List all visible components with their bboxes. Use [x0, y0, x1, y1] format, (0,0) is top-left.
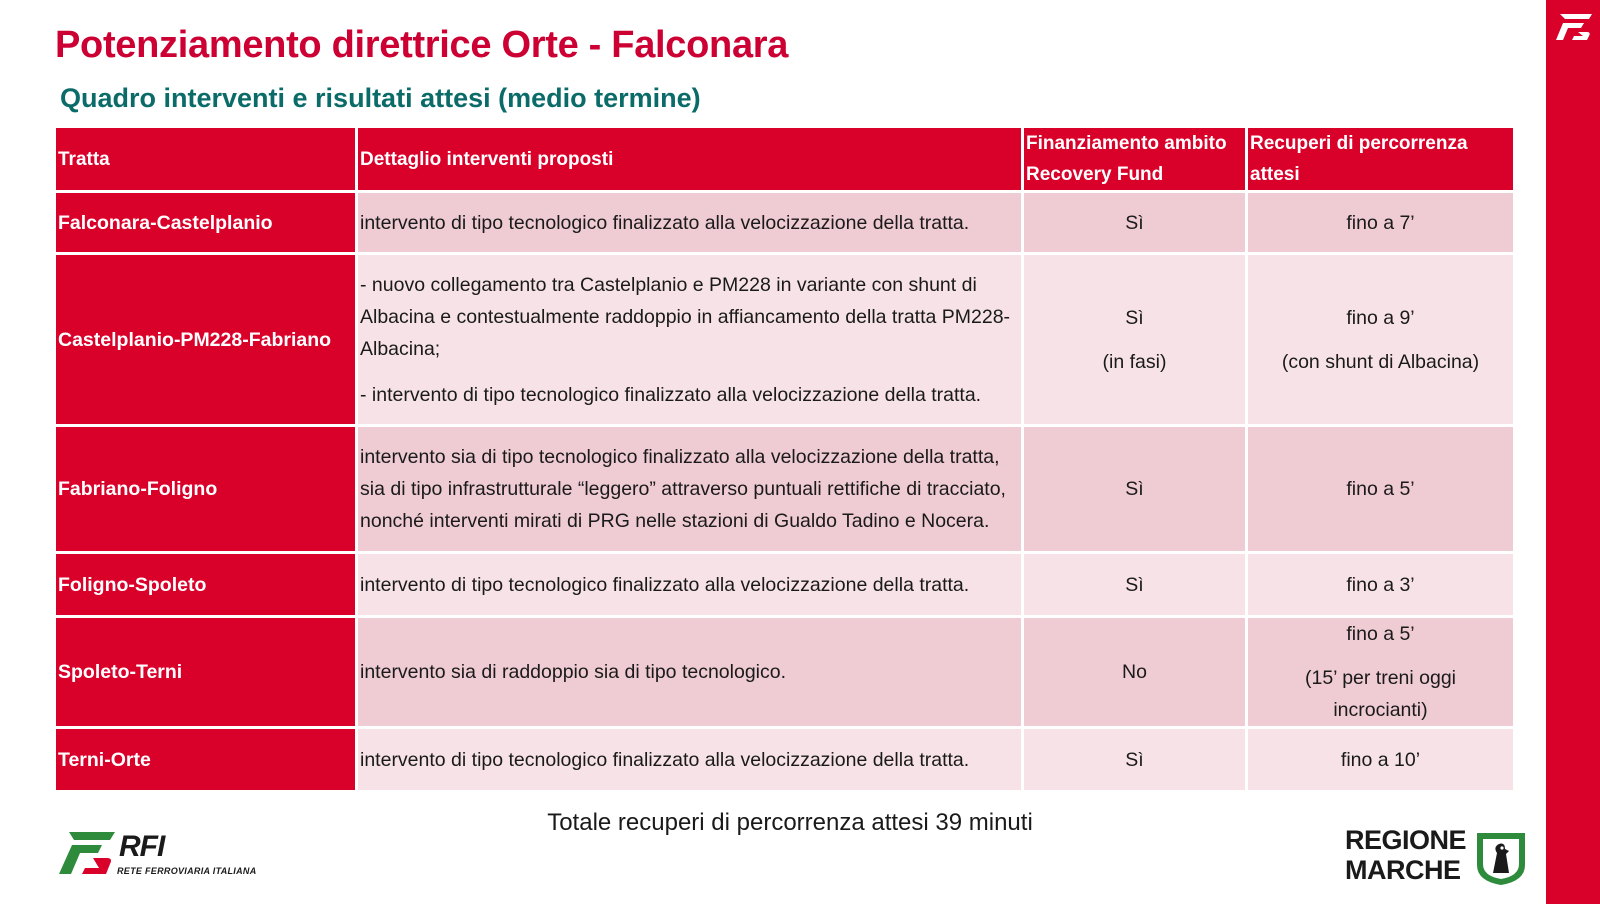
- finanziamento-text: No: [1122, 661, 1147, 683]
- finanziamento-text: Sì: [1125, 748, 1144, 771]
- finanziamento-cell: [1023, 728, 1247, 792]
- recuperi-text: fino a 3’: [1346, 573, 1415, 596]
- finanziamento-text: Sì: [1125, 211, 1144, 234]
- table-header-row: [55, 127, 1515, 192]
- rfi-subtitle: RETE FERROVIARIA ITALIANA: [117, 866, 257, 876]
- header-tratta: Tratta: [55, 127, 357, 192]
- dettaglio-cell: [357, 617, 1023, 728]
- recuperi-cell: [1247, 617, 1515, 728]
- tratta-cell: Castelplanio-PM228-Fabriano: [55, 254, 357, 426]
- recuperi-text: fino a 7’: [1346, 211, 1415, 234]
- dettaglio-text: - nuovo collegamento tra Castelplanio e PM228 in variante con shunt di Albacina e contestualmente raddoppio in affiancamento della tratta PM228-Albacina;: [360, 273, 1011, 360]
- header-dettaglio: Dettaglio interventi proposti: [357, 127, 1023, 192]
- recuperi-note: (15’ per treni oggi incrocianti): [1304, 667, 1457, 721]
- dettaglio-cell: [357, 426, 1023, 553]
- dettaglio-text: intervento di tipo tecnologico finalizzato alla velocizzazione della tratta.: [360, 748, 970, 771]
- recuperi-cell: [1247, 254, 1515, 426]
- table-row: [55, 617, 1515, 728]
- recuperi-text: fino a 10’: [1340, 748, 1421, 771]
- total-recovery-text: Totale recuperi di percorrenza attesi 39 minuti: [547, 809, 1033, 836]
- tratta-cell: Fabriano-Foligno: [55, 426, 357, 553]
- finanziamento-cell: [1023, 617, 1247, 728]
- table-row: [55, 254, 1515, 426]
- finanziamento-cell: [1023, 254, 1247, 426]
- table-row: [55, 192, 1515, 254]
- recuperi-cell: [1247, 192, 1515, 254]
- finanziamento-text: Sì: [1125, 573, 1144, 596]
- dettaglio-cell: [357, 728, 1023, 792]
- recuperi-text: fino a 5’: [1346, 623, 1415, 645]
- dettaglio-cell: [357, 553, 1023, 617]
- finanziamento-cell: [1023, 426, 1247, 553]
- recuperi-cell: [1247, 426, 1515, 553]
- recuperi-text: fino a 9’: [1346, 306, 1415, 329]
- right-brand-band: [1546, 0, 1600, 904]
- dettaglio-cell: [357, 254, 1023, 426]
- finanziamento-cell: [1023, 192, 1247, 254]
- dettaglio-text: intervento di tipo tecnologico finalizzato alla velocizzazione della tratta.: [360, 573, 970, 596]
- regione-line: REGIONE: [1345, 825, 1467, 855]
- dettaglio-text: intervento di tipo tecnologico finalizzato alla velocizzazione della tratta.: [360, 211, 970, 234]
- interventions-table: [53, 125, 1516, 793]
- table-row: [55, 728, 1515, 792]
- tratta-cell: Terni-Orte: [55, 728, 357, 792]
- header-recuperi: Recuperi di percorrenza attesi: [1247, 127, 1515, 192]
- table-row: [55, 426, 1515, 553]
- marche-line: MARCHE: [1345, 855, 1461, 885]
- regione-marche-emblem-icon: [1473, 829, 1529, 887]
- recuperi-text: fino a 5’: [1346, 478, 1415, 500]
- regione-marche-logo: [1345, 825, 1535, 891]
- page-subtitle: Quadro interventi e risultati attesi (medio termine): [60, 83, 701, 113]
- regione-marche-wordmark: [1345, 825, 1466, 885]
- dettaglio-text: intervento sia di raddoppio sia di tipo tecnologico.: [360, 661, 787, 683]
- dettaglio-text: - intervento di tipo tecnologico finalizzato alla velocizzazione della tratta.: [360, 383, 982, 406]
- rfi-logo: [55, 826, 295, 882]
- header-finanziamento: Finanziamento ambito Recovery Fund: [1023, 127, 1247, 192]
- rfi-logo-icon: [55, 826, 117, 882]
- tratta-cell: Falconara-Castelplanio: [55, 192, 357, 254]
- finanziamento-text: Sì: [1125, 306, 1144, 329]
- fs-italiane-logo-icon: [1552, 10, 1594, 44]
- dettaglio-text: intervento sia di tipo tecnologico finalizzato alla velocizzazione della tratta, sia di tipo infrastrutturale “leggero” attraverso puntuali rettifiche di tracciato, nonché interventi mirati di PRG nelle stazioni di Gualdo Tadino e Nocera.: [360, 446, 1006, 532]
- rfi-name: RFI: [119, 830, 165, 863]
- tratta-cell: Foligno-Spoleto: [55, 553, 357, 617]
- table-row: [55, 553, 1515, 617]
- finanziamento-note: (in fasi): [1102, 350, 1167, 373]
- page-title: Potenziamento direttrice Orte - Falconara: [55, 24, 789, 66]
- recuperi-note: (con shunt di Albacina): [1281, 350, 1480, 373]
- recuperi-cell: [1247, 728, 1515, 792]
- tratta-cell: Spoleto-Terni: [55, 617, 357, 728]
- finanziamento-text: Sì: [1125, 478, 1144, 500]
- recuperi-cell: [1247, 553, 1515, 617]
- dettaglio-cell: [357, 192, 1023, 254]
- finanziamento-cell: [1023, 553, 1247, 617]
